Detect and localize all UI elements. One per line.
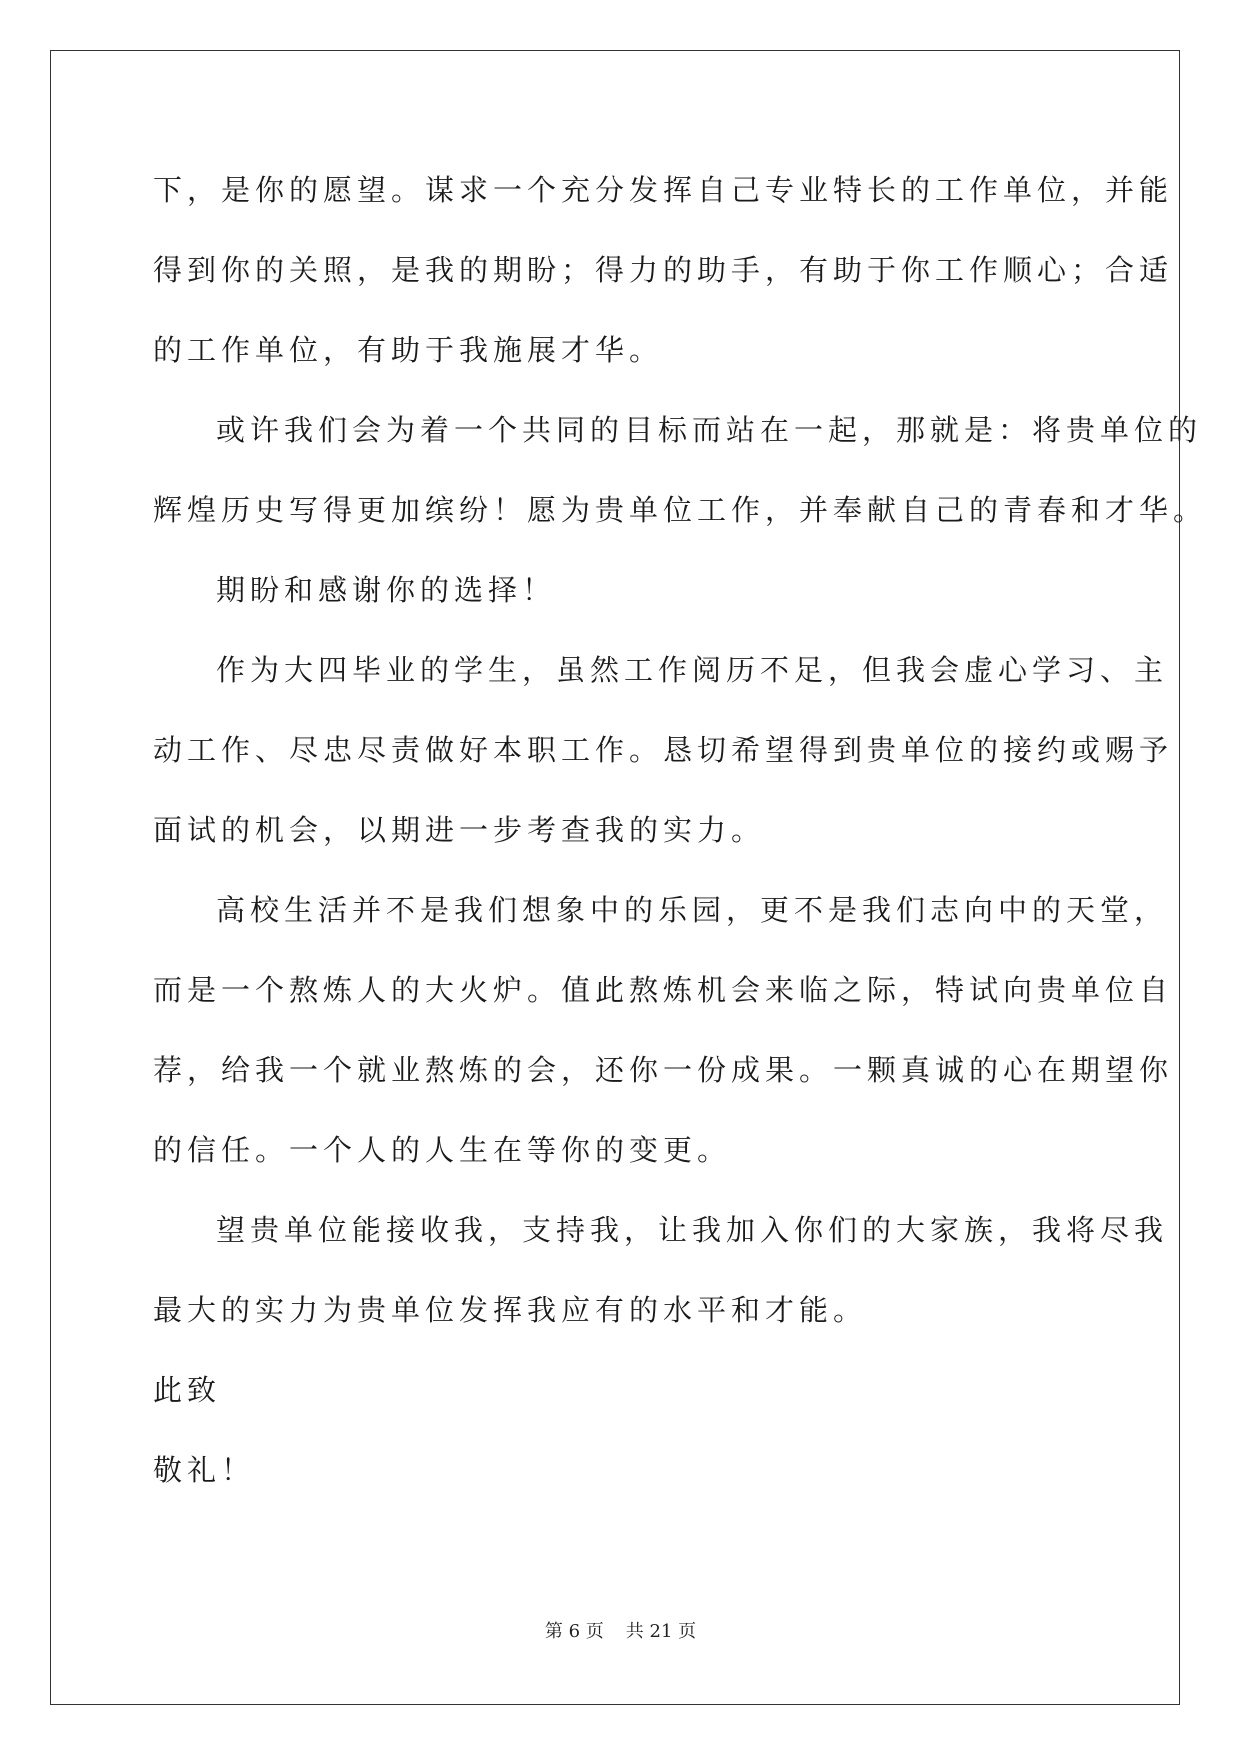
text-line: 荐，给我一个就业熬炼的会，还你一份成果。一颗真诚的心在期望你: [153, 1053, 1174, 1087]
page-number: 第 6 页: [544, 1621, 604, 1642]
text-line: 得到你的关照，是我的期盼；得力的助手，有助于你工作顺心；合适: [153, 253, 1174, 287]
letter-body: [153, 165, 1208, 1525]
text-line: 的工作单位，有助于我施展才华。: [153, 333, 664, 367]
paragraph-start-line: 期盼和感谢你的选择！: [216, 573, 557, 607]
text-line: 的信任。一个人的人生在等你的变更。: [153, 1133, 732, 1167]
page-footer: [0, 1617, 1241, 1643]
paragraph-start-line: 或许我们会为着一个共同的目标而站在一起，那就是：将贵单位的: [216, 413, 1203, 447]
closing-regards: 敬礼！: [153, 1453, 256, 1487]
closing-salutation: 此致: [153, 1373, 222, 1407]
paragraph-start-line: 望贵单位能接收我，支持我，让我加入你们的大家族，我将尽我: [216, 1213, 1169, 1247]
page-total: 共 21 页: [625, 1621, 697, 1642]
paragraph-start-line: 作为大四毕业的学生，虽然工作阅历不足，但我会虚心学习、主: [216, 653, 1169, 687]
text-line: 动工作、尽忠尽责做好本职工作。恳切希望得到贵单位的接约或赐予: [153, 733, 1174, 767]
text-line: 而是一个熬炼人的大火炉。值此熬炼机会来临之际，特试向贵单位自: [153, 973, 1174, 1007]
text-line: 辉煌历史写得更加缤纷！愿为贵单位工作，并奉献自己的青春和才华。: [153, 493, 1208, 527]
text-line: 下，是你的愿望。谋求一个充分发挥自己专业特长的工作单位，并能: [153, 173, 1174, 207]
paragraph-start-line: 高校生活并不是我们想象中的乐园，更不是我们志向中的天堂，: [216, 893, 1169, 927]
text-line: 最大的实力为贵单位发挥我应有的水平和才能。: [153, 1293, 868, 1327]
text-line: 面试的机会，以期进一步考查我的实力。: [153, 813, 766, 847]
